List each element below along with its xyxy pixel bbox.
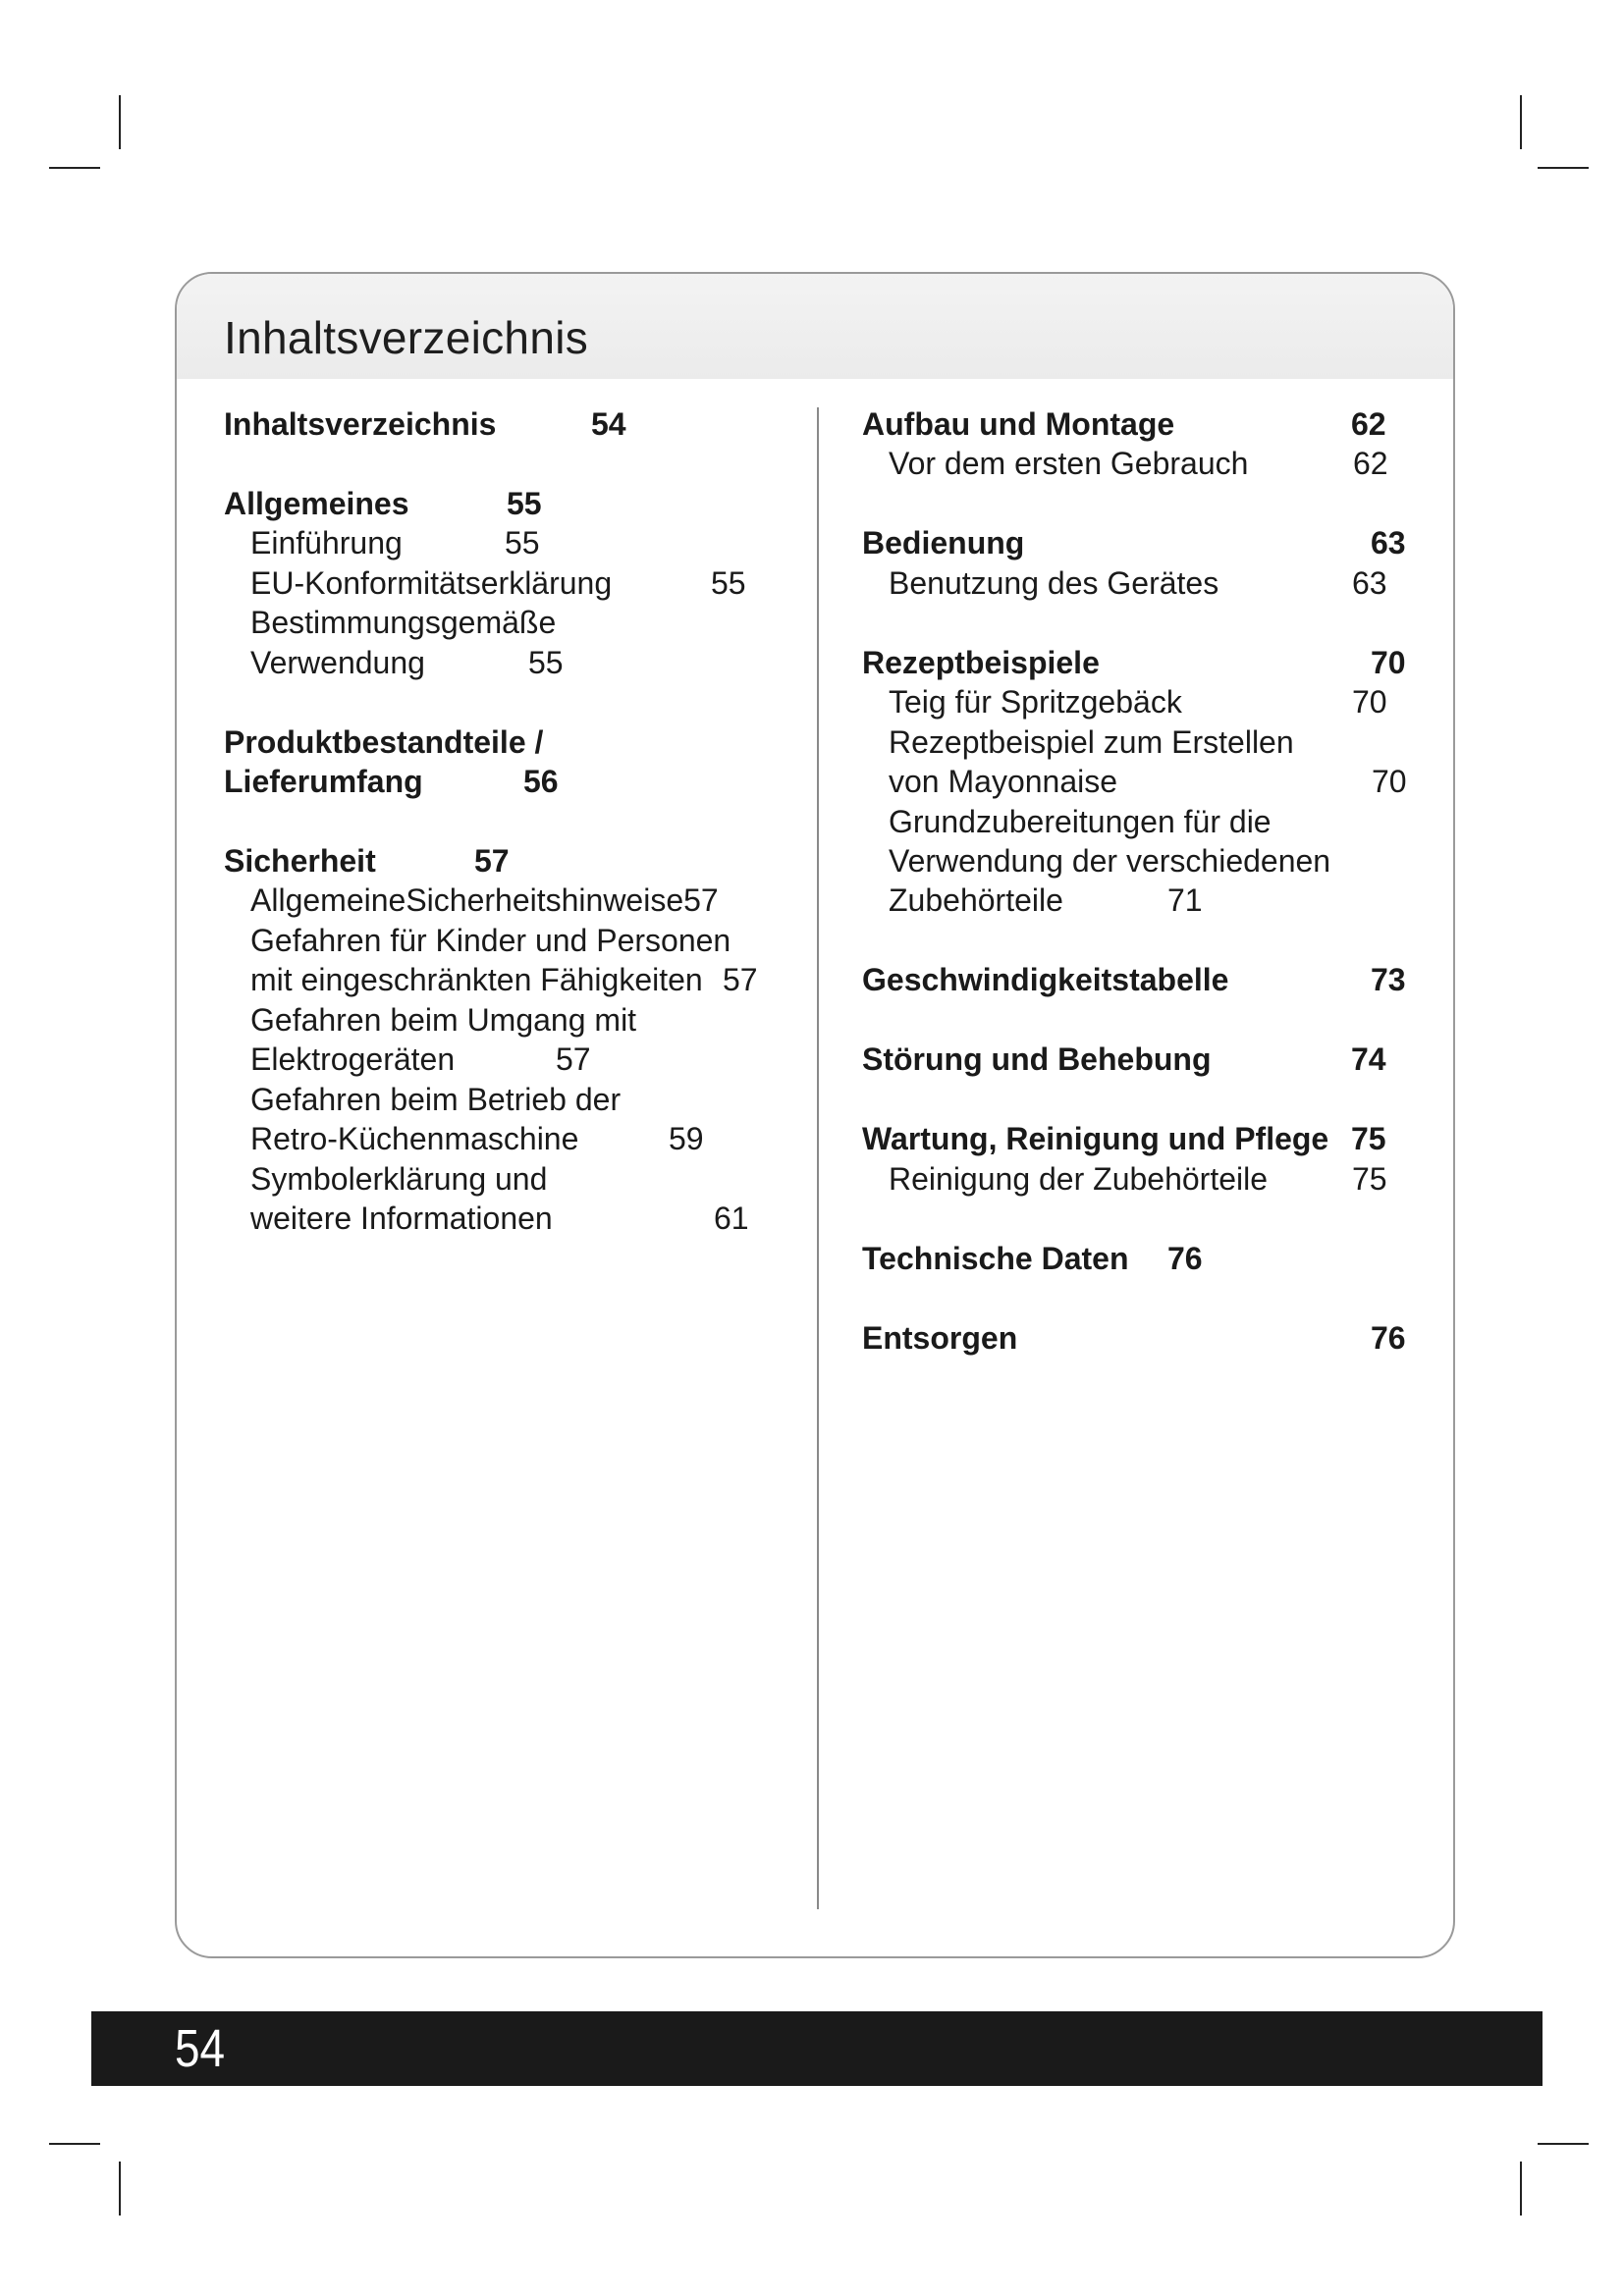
toc-entry-produkt[interactable]: Produktbestandteile / <box>224 724 544 760</box>
toc-page-benutzung: 63 <box>1352 565 1387 601</box>
toc-entry-allgemeines[interactable]: Allgemeines <box>224 486 409 521</box>
toc-page-aufbau: 62 <box>1351 406 1386 442</box>
toc-entry-aufbau[interactable]: Aufbau und Montage <box>862 406 1175 442</box>
toc-page-stoerung: 74 <box>1351 1041 1386 1077</box>
crop-mark <box>119 95 121 149</box>
toc-entry-elektro[interactable]: Gefahren beim Umgang mit <box>250 1002 637 1038</box>
toc-entry-teig[interactable]: Teig für Spritzgebäck <box>889 684 1182 720</box>
toc-page-wartung: 75 <box>1351 1121 1386 1156</box>
toc-entry-betrieb[interactable]: Gefahren beim Betrieb der <box>250 1082 622 1117</box>
toc-entry-betrieb-cont[interactable]: Retro-Küchenmaschine <box>250 1121 579 1156</box>
toc-page-elektro: 57 <box>556 1041 591 1077</box>
crop-mark <box>1538 2143 1589 2145</box>
toc-entry-symbol[interactable]: Symbolerklärung und <box>250 1161 548 1197</box>
toc-page-mayo: 70 <box>1372 764 1407 799</box>
panel-header <box>177 274 1453 379</box>
toc-page-teig: 70 <box>1352 684 1387 720</box>
toc-page-eu: 55 <box>711 565 746 601</box>
toc-entry-mayo-cont[interactable]: von Mayonnaise <box>889 764 1118 799</box>
toc-entry-eu[interactable]: EU-Konformitätserklärung <box>250 565 613 601</box>
toc-entry-geschw[interactable]: Geschwindigkeitstabelle <box>862 962 1229 997</box>
toc-entry-grund-cont2[interactable]: Zubehörteile <box>889 882 1063 918</box>
toc-entry-mayo[interactable]: Rezeptbeispiel zum Erstellen <box>889 724 1294 760</box>
toc-entry-entsorgen[interactable]: Entsorgen <box>862 1320 1018 1356</box>
toc-page-kinder: 57 <box>723 962 758 997</box>
crop-mark <box>49 2143 100 2145</box>
crop-mark <box>1520 2162 1522 2216</box>
crop-mark <box>1520 95 1522 149</box>
toc-entry-grund-cont[interactable]: Verwendung der verschiedenen <box>889 843 1331 879</box>
toc-page-geschw: 73 <box>1371 962 1406 997</box>
toc-entry-stoerung[interactable]: Störung und Behebung <box>862 1041 1212 1077</box>
toc-entry-benutzung[interactable]: Benutzung des Gerätes <box>889 565 1219 601</box>
crop-mark <box>119 2162 121 2216</box>
toc-page-produkt: 56 <box>523 764 559 799</box>
toc-entry-reinigung[interactable]: Reinigung der Zubehörteile <box>889 1161 1269 1197</box>
toc-entry-inhalt[interactable]: Inhaltsverzeichnis <box>224 406 497 442</box>
toc-entry-bedienung[interactable]: Bedienung <box>862 525 1025 561</box>
column-divider <box>817 407 819 1909</box>
toc-entry-elektro-cont[interactable]: Elektrogeräten <box>250 1041 456 1077</box>
toc-page-inhalt: 54 <box>591 406 626 442</box>
toc-entry-grund[interactable]: Grundzubereitungen für die <box>889 804 1272 839</box>
toc-entry-rezept[interactable]: Rezeptbeispiele <box>862 645 1100 680</box>
toc-entry-sicherheit[interactable]: Sicherheit <box>224 843 376 879</box>
toc-page-reinigung: 75 <box>1352 1161 1387 1197</box>
toc-page-grund: 71 <box>1167 882 1203 918</box>
toc-page-sicherheit: 57 <box>474 843 510 879</box>
page-number: 54 <box>175 2019 226 2078</box>
crop-mark <box>49 167 100 169</box>
toc-page-vor: 62 <box>1353 446 1388 481</box>
toc-entry-wartung[interactable]: Wartung, Reinigung und Pflege <box>862 1121 1329 1156</box>
toc-entry-produkt-cont[interactable]: Lieferumfang <box>224 764 423 799</box>
page-title: Inhaltsverzeichnis <box>224 312 589 363</box>
toc-entry-kinder[interactable]: Gefahren für Kinder und Personen <box>250 923 731 958</box>
toc-entry-bestimmung[interactable]: Bestimmungsgemäße <box>250 605 557 640</box>
toc-page-bedienung: 63 <box>1371 525 1406 561</box>
toc-page-betrieb: 59 <box>669 1121 704 1156</box>
toc-entry-kinder-cont[interactable]: mit eingeschränkten Fähigkeiten <box>250 962 703 997</box>
toc-page-technisch: 76 <box>1167 1241 1203 1276</box>
toc-entry-technisch[interactable]: Technische Daten <box>862 1241 1129 1276</box>
toc-page-symbol: 61 <box>714 1201 749 1236</box>
toc-page-rezept: 70 <box>1371 645 1406 680</box>
toc-entry-symbol-cont[interactable]: weitere Informationen <box>250 1201 553 1236</box>
toc-entry-vor[interactable]: Vor dem ersten Gebrauch <box>889 446 1249 481</box>
crop-mark <box>1538 167 1589 169</box>
toc-panel <box>175 272 1455 1958</box>
toc-page-einfuehrung: 55 <box>505 525 540 561</box>
toc-page-allgemeines: 55 <box>507 486 542 521</box>
toc-entry-bestimmung-cont[interactable]: Verwendung <box>250 645 425 680</box>
toc-entry-einfuehrung[interactable]: Einführung <box>250 525 403 561</box>
toc-page-bestimmung: 55 <box>528 645 564 680</box>
toc-entry-allg-sicherheit[interactable]: AllgemeineSicherheitshinweise57 <box>250 882 719 918</box>
toc-page-entsorgen: 76 <box>1371 1320 1406 1356</box>
footer-bar <box>91 2011 1543 2086</box>
